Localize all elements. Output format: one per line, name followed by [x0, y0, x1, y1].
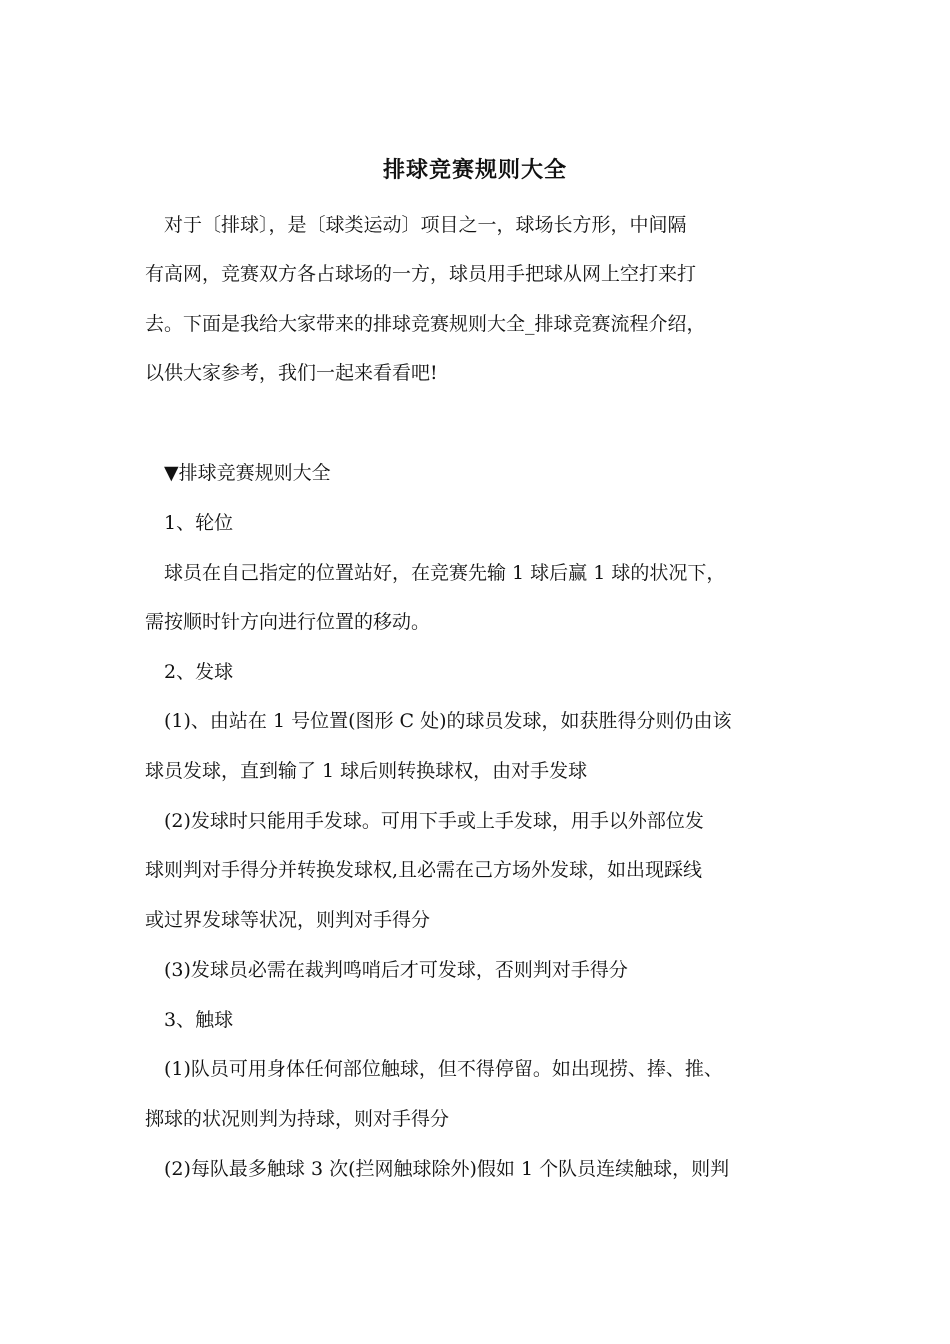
paragraph-line: 对于〔排球〕，是〔球类运动〕项目之一，球场长方形，中间隔	[145, 214, 687, 236]
paragraph-line: 有高网，竞赛双方各占球场的一方，球员用手把球从网上空打来打	[145, 263, 697, 285]
paragraph-line: 以供大家参考，我们一起来看看吧!	[145, 362, 438, 384]
paragraph-line: (2)发球时只能用手发球。可用下手或上手发球，用手以外部位发	[145, 810, 704, 832]
paragraph-line: (1)队员可用身体任何部位触球，但不得停留。如出现捞、捧、推、	[145, 1058, 723, 1080]
paragraph-line: 掷球的状况则判为持球，则对手得分	[145, 1108, 450, 1130]
subheading-serve: 2、发球	[145, 661, 234, 683]
paragraph-line: 球则判对手得分并转换发球权,且必需在己方场外发球，如出现踩线	[145, 859, 703, 881]
subheading-touch: 3、触球	[145, 1009, 234, 1031]
paragraph-line: 需按顺时针方向进行位置的移动。	[145, 611, 431, 633]
paragraph-line: 球员发球，直到输了 1 球后则转换球权，由对手发球	[145, 760, 588, 782]
paragraph-line: 球员在自己指定的位置站好，在竞赛先输 1 球后赢 1 球的状况下，	[145, 562, 726, 584]
paragraph-line: 去。下面是我给大家带来的排球竞赛规则大全_排球竞赛流程介绍，	[145, 313, 706, 335]
paragraph-line: (1)、由站在 1 号位置(图形 C 处)的球员发球，如获胜得分则仍由该	[145, 710, 732, 732]
document-title: 排球竞赛规则大全	[382, 157, 567, 183]
section-heading: ▼排球竞赛规则大全	[145, 462, 331, 484]
paragraph-line: (2)每队最多触球 3 次(拦网触球除外)假如 1 个队员连续触球，则判	[145, 1158, 730, 1180]
paragraph-line: 或过界发球等状况，则判对手得分	[145, 909, 431, 931]
paragraph-line: (3)发球员必需在裁判鸣哨后才可发球，否则判对手得分	[145, 959, 628, 981]
subheading-rotation: 1、轮位	[145, 512, 234, 534]
